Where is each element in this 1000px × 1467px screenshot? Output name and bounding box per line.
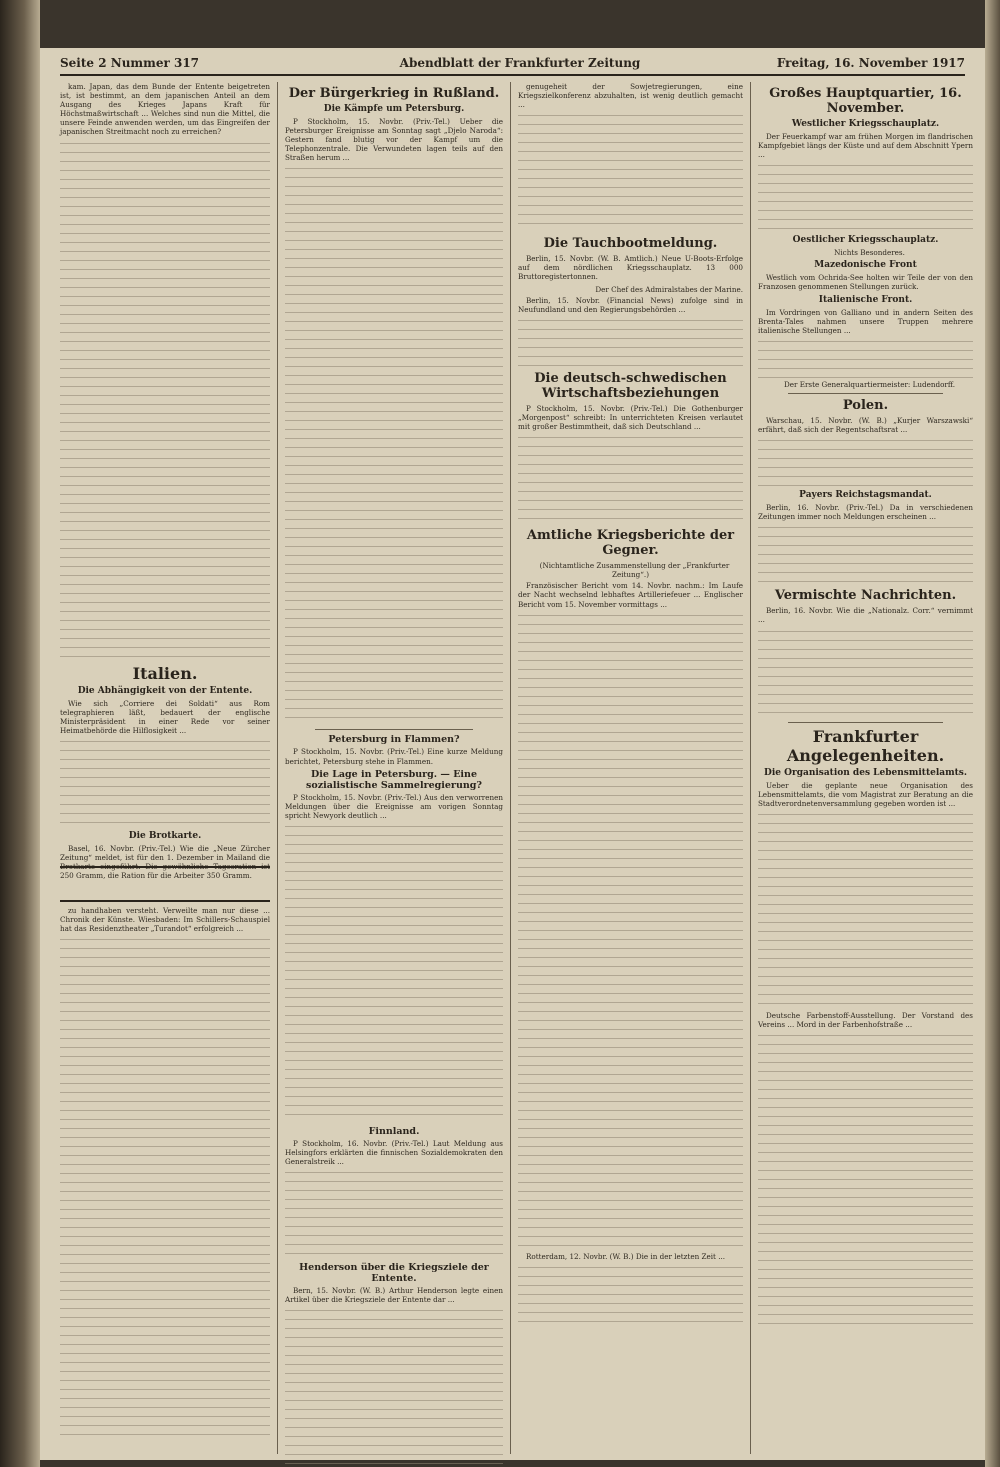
- newspaper-title: Abendblatt der Frankfurter Zeitung: [399, 56, 641, 70]
- text-block: [518, 1264, 743, 1324]
- text-block: [758, 437, 973, 487]
- text-block: [60, 936, 270, 1436]
- masthead: [60, 56, 965, 76]
- article-text: Ueber die geplante neue Organisation des Lebensmittelamts, die vom Magistrat zur Beratung an die Stadtverordnetenversammlung gegeben worden ist ...: [758, 780, 973, 808]
- article-text: Berlin, 16. Novbr. (Priv.-Tel.) Da in verschiedenen Zeitungen immer noch Meldungen erscheinen ...: [758, 503, 973, 522]
- article-subheading: Italienische Front.: [818, 294, 913, 305]
- article-text: Basel, 16. Novbr. (Priv.-Tel.) Wie die „Neue Zürcher Zeitung“ meldet, ist für den 1. Dezember in Mailand die Brotkarte eingeführt. Die gewöhnliche Tagesration ist 250 Gramm, die Ration für die Arbeiter 350 Gramm.: [60, 843, 270, 881]
- article-subheading: Westlicher Kriegsschauplatz.: [791, 119, 940, 129]
- section-rule: [60, 900, 270, 902]
- article-heading: Henderson über die Kriegsziele der Entente.: [299, 1262, 489, 1285]
- article-subheading: Die Kämpfe um Petersburg.: [323, 104, 465, 114]
- article-text: Warschau, 15. Novbr. (W. B.) „Kurjer Warszawski“ erfährt, daß sich der Regentschaftsrat ...: [758, 415, 973, 435]
- article-text: P Stockholm, 15. Novbr. (Priv.-Tel.) Die Gothenburger „Morgenpost“ schreibt: In unterrichteten Kreisen verlautet mit großer Bestimmtheit, daß sich Deutschland ...: [518, 403, 743, 432]
- article-separator: [788, 393, 943, 394]
- text-block: [758, 524, 973, 584]
- text-block: [285, 165, 503, 725]
- article-subheading: Die Abhängigkeit von der Entente.: [77, 685, 253, 696]
- column-1: [60, 82, 270, 881]
- column-2: [285, 82, 503, 1454]
- article-heading: Amtliche Kriegsberichte der Gegner.: [526, 528, 735, 559]
- article-signature: Der Erste Generalquartiermeister: Ludendorff.: [784, 379, 955, 389]
- article-heading: Polen.: [842, 397, 889, 413]
- text-block: [60, 738, 270, 828]
- article-text: kam. Japan, das dem Bunde der Entente beigetreten ist, ist bestimmt, an dem japanischen Anteil an dem Ausgang des Krieges Japans Kraft für Höchstmaßwirtschaft ... Welches sind nun die Mittel, die unsere Feinde anwenden werden, um das Eingreifen der japanischen Streitmacht noch zu erreichen?: [60, 82, 270, 137]
- article-text: Der Feuerkampf war am frühen Morgen im flandrischen Kampfgebiet längs der Küste und auf dem Abschnitt Ypern ...: [758, 132, 973, 160]
- article-text: Deutsche Farbenstoff-Ausstellung. Der Vorstand des Vereins ... Mord in der Farbenhofstraße ...: [758, 1010, 973, 1029]
- text-block: [285, 1169, 503, 1259]
- column-3: [518, 82, 743, 1454]
- article-text: P Stockholm, 15. Novbr. (Priv.-Tel.) Ueber die Petersburger Ereignisse am Sonntag sagt „Djelo Naroda“: Gestern fand blutig vor der Kampf um die Telephonzentrale. Die Verwundeten lagen teils auf den Straßen herum ...: [285, 117, 503, 163]
- article-subheading: (Nichtamtliche Zusammenstellung der „Frankfurter Zeitung“.): [539, 561, 730, 580]
- article-signature: Der Chef des Admiralstabes der Marine.: [595, 284, 743, 294]
- article-text: Berlin, 15. Novbr. (W. B. Amtlich.) Neue U-Boots-Erfolge auf dem nördlichen Kriegsschauplatz. 13 000 Bruttoregistertonnen.: [518, 254, 743, 282]
- article-separator: [315, 729, 473, 730]
- article-heading: Die Tauchbootmeldung.: [543, 236, 718, 252]
- article-heading: Die deutsch-schwedischen Wirtschaftsbeziehungen: [534, 370, 727, 401]
- article-text: Wie sich „Corriere dei Soldati“ aus Rom telegraphieren läßt, bedauert der englische Ministerpräsident in einer Rede vor seiner Heimatbehörde die Hilflosigkeit ...: [60, 698, 270, 735]
- text-block: [758, 628, 973, 718]
- text-block: [518, 317, 743, 367]
- article-text: Berlin, 16. Novbr. Wie die „Nationalz. Corr.“ vernimmt ...: [758, 606, 973, 625]
- text-block: [758, 1032, 973, 1332]
- article-text: Westlich vom Ochrida-See holten wir Teile der von den Franzosen genommenen Stellungen zurück.: [758, 273, 973, 292]
- article-text: P Stockholm, 15. Novbr. (Priv.-Tel.) Eine kurze Meldung berichtet, Petersburg stehe in Flammen.: [285, 747, 503, 766]
- article-text: Französischer Bericht vom 14. Novbr. nachm.: Im Laufe der Nacht wechselnd lebhaftes Artilleriefeuer ... Englischer Bericht vom 15. November vormittags ...: [518, 581, 743, 609]
- text-block: [758, 162, 973, 232]
- column-rule: [510, 82, 511, 1454]
- text-block: [758, 811, 973, 1011]
- article-heading: Großes Hauptquartier, 16. November.: [769, 86, 962, 116]
- article-text: Im Vordringen von Galliano und in andern Seiten des Brenta-Tales nahmen unsere Truppen mehrere italienische Stellungen ...: [758, 307, 973, 335]
- column-4: [758, 82, 973, 1454]
- page-number: Seite 2 Nummer 317: [60, 56, 200, 70]
- article-text: Nichts Besonderes.: [834, 248, 905, 258]
- article-text: zu handhaben versteht. Verweilte man nur diese ... Chronik der Künste. Wiesbaden: Im Schillers-Schauspiel hat das Residenztheater „Turandot“ erfolgreich ...: [60, 906, 270, 934]
- article-heading: Vermischte Nachrichten.: [774, 588, 957, 604]
- text-block: [518, 112, 743, 232]
- text-block: [518, 612, 743, 1252]
- article-text: P Stockholm, 16. Novbr. (Priv.-Tel.) Laut Meldung aus Helsingfors erklärten die finnischen Sozialdemokraten den Generalstreik ...: [285, 1138, 503, 1167]
- article-heading: Die Lage in Petersburg. — Eine sozialistische Sammelregierung?: [306, 768, 482, 791]
- article-subheading: Oestlicher Kriegsschauplatz.: [792, 235, 939, 246]
- column-rule: [277, 82, 278, 1454]
- section-heading: Italien.: [132, 663, 198, 683]
- text-block: [60, 140, 270, 660]
- issue-date: Freitag, 16. November 1917: [776, 56, 965, 70]
- article-subheading: Die Organisation des Lebensmittelamts.: [764, 767, 967, 778]
- article-separator: [788, 722, 943, 723]
- article-text: genugeheit der Sowjetregierungen, eine Kriegszielkonferenz abzuhalten, ist wenig deutlich gemacht ...: [518, 82, 743, 110]
- newspaper-page: [40, 48, 985, 1460]
- article-subheading: Die Brotkarte.: [128, 830, 202, 841]
- section-heading: Frankfurter Angelegenheiten.: [786, 726, 945, 765]
- text-block: [758, 338, 973, 378]
- article-text: Rotterdam, 12. Novbr. (W. B.) Die in der letzten Zeit ...: [526, 1251, 726, 1261]
- text-block: [285, 1307, 503, 1467]
- article-text: Berlin, 15. Novbr. (Financial News) zufolge sind in Neufundland und den Regierungsbehörden ...: [518, 295, 743, 314]
- article-text: P Stockholm, 15. Novbr. (Priv.-Tel.) Aus den verworrenen Meldungen über die Ereignisse am vorigen Sonntag spricht Newyork deutlich ...: [285, 792, 503, 820]
- page-edge: [985, 0, 1000, 1467]
- book-binding: [0, 0, 40, 1467]
- text-block: [285, 823, 503, 1123]
- article-heading: Petersburg in Flammen?: [328, 734, 460, 746]
- article-heading: Finnland.: [368, 1125, 420, 1137]
- column-rule: [750, 82, 751, 1454]
- article-heading: Der Bürgerkrieg in Rußland.: [288, 86, 500, 101]
- article-text: Bern, 15. Novbr. (W. B.) Arthur Henderson legte einen Artikel über die Kriegsziele der Entente dar ...: [285, 1286, 503, 1305]
- article-subheading: Payers Reichstagsmandat.: [799, 490, 932, 501]
- text-block: [518, 434, 743, 524]
- column-1-lower: [60, 906, 270, 1454]
- article-subheading: Mazedonische Front: [814, 260, 917, 271]
